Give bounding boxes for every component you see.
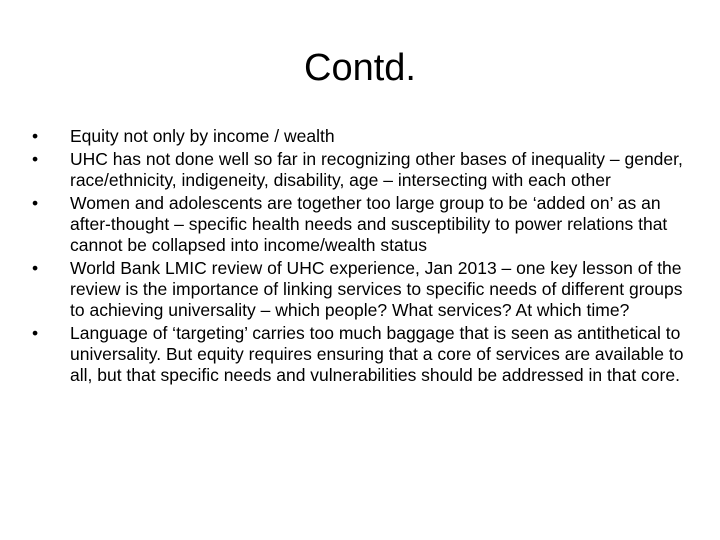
bullet-text: Women and adolescents are together too large group to be ‘added on’ as an after-thought – specific health needs and susceptibility to power relations that cannot be collapsed into income/wealth status	[70, 193, 668, 255]
bullet-text: Equity not only by income / wealth	[70, 126, 335, 146]
bullet-icon: •	[32, 126, 39, 146]
list-item	[30, 258, 695, 321]
bullet-icon: •	[32, 323, 39, 343]
bullet-icon: •	[32, 149, 39, 169]
bullet-icon: •	[32, 258, 39, 278]
bullet-text: UHC has not done well so far in recognizing other bases of inequality – gender, race/ethnicity, indigeneity, disability, age – intersecting with each other	[70, 149, 683, 190]
list-item	[30, 193, 695, 256]
bullet-list	[30, 126, 695, 388]
bullet-icon: •	[32, 193, 39, 213]
slide-title: Contd.	[304, 47, 416, 89]
list-item	[30, 323, 695, 386]
bullet-text: Language of ‘targeting’ carries too much baggage that is seen as antithetical to universality. But equity requires ensuring that a core of services are available to all, but that specific needs and vulnerabilities should be addressed in that core.	[70, 323, 684, 385]
bullet-text: World Bank LMIC review of UHC experience, Jan 2013 – one key lesson of the review is the importance of linking services to specific needs of different groups to achieving universality – which people? What services? At which time?	[70, 258, 683, 320]
list-item	[30, 149, 695, 191]
list-item	[30, 126, 695, 147]
